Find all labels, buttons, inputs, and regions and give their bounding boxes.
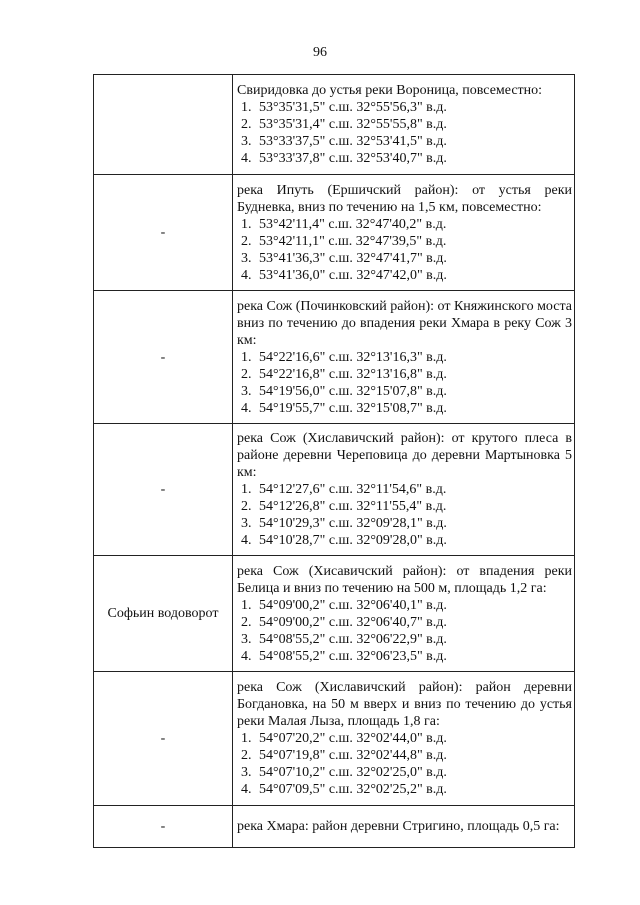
coordinate-item: 2. 53°35'31,4" с.ш. 32°55'55,8" в.д.: [241, 117, 447, 132]
coordinate-item: 4. 53°41'36,0" с.ш. 32°47'42,0" в.д.: [241, 267, 447, 283]
coordinate-item: 3. 54°19'56,0" с.ш. 32°15'07,8" в.д.: [241, 383, 447, 399]
coordinate-item: 2. 54°22'16,8" с.ш. 32°13'16,8" в.д.: [241, 366, 447, 382]
coordinate-item: 2. 54°12'26,8" с.ш. 32°11'55,4" в.д.: [241, 499, 447, 514]
row-description: Свиридовка до устья реки Вороница, повсеместно:: [237, 83, 543, 98]
coordinate-item: 2. 54°09'00,2" с.ш. 32°06'40,7" в.д.: [241, 614, 447, 630]
table-row: [94, 424, 575, 556]
coordinate-list: [237, 99, 572, 167]
coordinate-item: 1. 53°42'11,4" с.ш. 32°47'40,2" в.д.: [241, 216, 447, 232]
coordinate-list: [237, 597, 572, 665]
coordinate-item: 3. 53°41'36,3" с.ш. 32°47'41,7" в.д.: [241, 250, 447, 266]
row-description: река Сож (Хиславичский район): от крутого плеса в районе деревни Череповица до деревни Мартыновка 5 км:: [237, 431, 572, 480]
water-bodies-table: [93, 74, 575, 848]
coordinate-item: 1. 54°22'16,6" с.ш. 32°13'16,3" в.д.: [241, 349, 447, 365]
row-description: река Ипуть (Ершичский район): от устья реки Будневка, вниз по течению на 1,5 км, повсеместно:: [237, 182, 572, 215]
row-description: река Сож (Хисавичский район): от впадения реки Белица и вниз по течению на 500 м, площадь 1,2 га:: [237, 563, 572, 596]
name-cell: -: [94, 672, 233, 806]
table-row: [94, 672, 575, 806]
coordinate-item: 2. 53°42'11,1" с.ш. 32°47'39,5" в.д.: [241, 233, 447, 249]
coordinate-item: 4. 54°19'55,7" с.ш. 32°15'08,7" в.д.: [241, 400, 447, 416]
table-row: [94, 75, 575, 175]
coordinate-list: [237, 349, 572, 417]
coordinate-item: 4. 54°10'28,7" с.ш. 32°09'28,0" в.д.: [241, 533, 447, 548]
name-cell: [94, 75, 233, 175]
coordinate-list: [237, 216, 572, 284]
name-cell: Софьин водоворот: [94, 556, 233, 672]
table-row: [94, 291, 575, 424]
coordinate-item: 3. 54°08'55,2" с.ш. 32°06'22,9" в.д.: [241, 631, 447, 647]
coordinate-item: 1. 54°12'27,6" с.ш. 32°11'54,6" в.д.: [241, 482, 447, 497]
page-number: 96: [313, 45, 327, 60]
name-cell: -: [94, 806, 233, 848]
coordinate-item: 4. 54°07'09,5" с.ш. 32°02'25,2" в.д.: [241, 782, 447, 797]
coordinate-item: 1. 54°09'00,2" с.ш. 32°06'40,1" в.д.: [241, 597, 447, 613]
coordinate-item: 1. 54°07'20,2" с.ш. 32°02'44,0" в.д.: [241, 731, 447, 746]
coordinate-list: [237, 481, 572, 549]
table-row: [94, 556, 575, 672]
row-description: река Хмара: район деревни Стригино, площадь 0,5 га:: [237, 819, 560, 834]
coordinate-item: 4. 53°33'37,8" с.ш. 32°53'40,7" в.д.: [241, 151, 447, 166]
coordinate-item: 3. 54°07'10,2" с.ш. 32°02'25,0" в.д.: [241, 765, 447, 780]
coordinate-item: 3. 54°10'29,3" с.ш. 32°09'28,1" в.д.: [241, 516, 447, 531]
coordinate-item: 4. 54°08'55,2" с.ш. 32°06'23,5" в.д.: [241, 648, 447, 664]
coordinate-list: [237, 730, 572, 798]
name-cell: -: [94, 424, 233, 556]
name-cell: -: [94, 175, 233, 291]
name-cell: -: [94, 291, 233, 424]
row-description: река Сож (Хиславичский район): район деревни Богдановка, на 50 м вверх и вниз по течению до устья реки Малая Лыза, площадь 1,8 га:: [237, 680, 572, 729]
row-description: река Сож (Починковский район): от Княжинского моста вниз по течению до впадения реки Хмара в реку Сож 3 км:: [237, 298, 572, 348]
table-row: [94, 175, 575, 291]
table-row: [94, 806, 575, 848]
coordinate-item: 2. 54°07'19,8" с.ш. 32°02'44,8" в.д.: [241, 748, 447, 763]
coordinate-item: 1. 53°35'31,5" с.ш. 32°55'56,3" в.д.: [241, 100, 447, 115]
coordinate-item: 3. 53°33'37,5" с.ш. 32°53'41,5" в.д.: [241, 134, 447, 149]
